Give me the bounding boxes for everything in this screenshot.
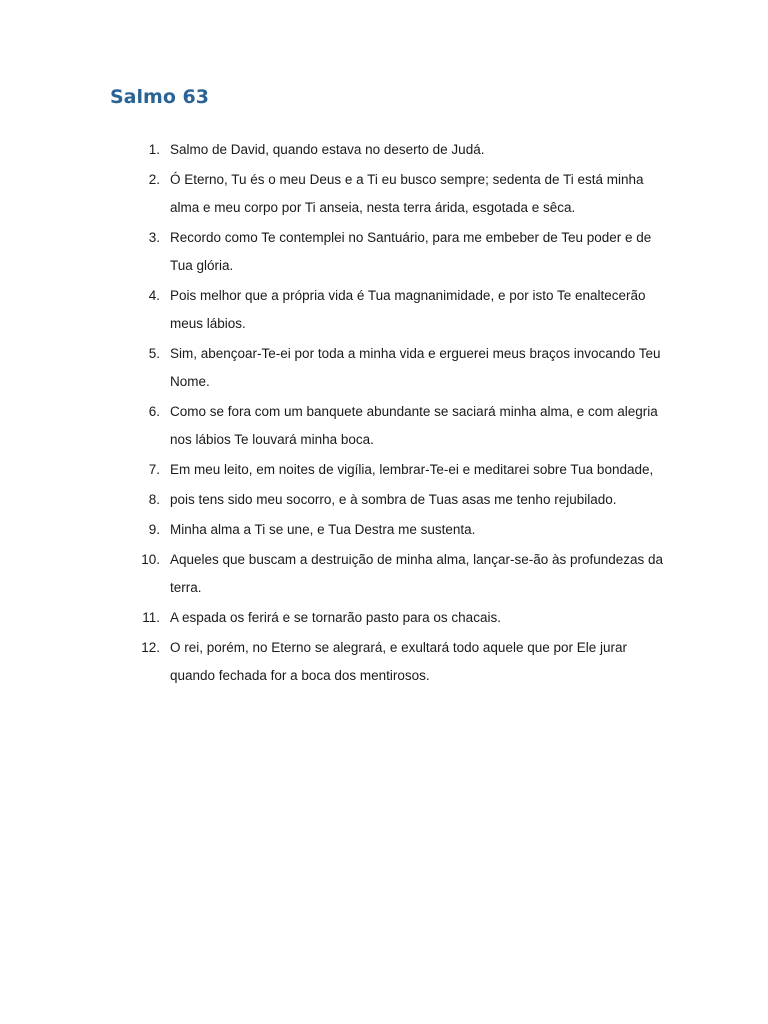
verse-text: Recordo como Te contemplei no Santuário, para me embeber de Teu poder e de Tua glória.: [170, 230, 652, 273]
verse-text: O rei, porém, no Eterno se alegrará, e exultará todo aquele que por Ele jurar quando fechada for a boca dos mentirosos.: [170, 640, 628, 683]
verse-number: 3.: [148, 230, 160, 245]
verse-text: Em meu leito, em noites de vigília, lembrar-Te-ei e meditarei sobre Tua bondade,: [170, 462, 654, 477]
list-item: [135, 516, 675, 544]
list-item: [135, 486, 675, 514]
verse-text: Salmo de David, quando estava no deserto de Judá.: [170, 142, 485, 157]
verse-number: 8.: [148, 492, 160, 507]
list-item: [135, 166, 675, 222]
list-item: [135, 546, 675, 602]
verse-text: Ó Eterno, Tu és o meu Deus e a Ti eu busco sempre; sedenta de Ti está minha alma e meu corpo por Ti anseia, nesta terra árida, esgotada e sêca.: [170, 172, 644, 215]
verse-text: Aqueles que buscam a destruição de minha alma, lançar-se-ão às profundezas da terra.: [170, 552, 664, 595]
verse-list: [135, 136, 675, 692]
page-title: Salmo 63: [110, 86, 209, 108]
verse-number: 2.: [148, 172, 160, 187]
verse-text: A espada os ferirá e se tornarão pasto para os chacais.: [170, 610, 501, 625]
verse-text: Sim, abençoar-Te-ei por toda a minha vida e erguerei meus braços invocando Teu Nome.: [170, 346, 661, 389]
verse-text: Minha alma a Ti se une, e Tua Destra me sustenta.: [170, 522, 476, 537]
list-item: [135, 604, 675, 632]
verse-number: 5.: [148, 346, 160, 361]
verse-text: Como se fora com um banquete abundante se saciará minha alma, e com alegria nos lábios Te louvará minha boca.: [170, 404, 658, 447]
verse-text: Pois melhor que a própria vida é Tua magnanimidade, e por isto Te enaltecerão meus lábios.: [170, 288, 646, 331]
verse-number: 11.: [142, 610, 160, 625]
list-item: [135, 282, 675, 338]
verse-number: 9.: [148, 522, 160, 537]
verse-number: 10.: [141, 552, 160, 567]
verse-number: 1.: [148, 142, 160, 157]
verse-number: 6.: [148, 404, 160, 419]
list-item: [135, 634, 675, 690]
list-item: [135, 398, 675, 454]
verse-number: 4.: [148, 288, 160, 303]
verse-number: 7.: [148, 462, 160, 477]
list-item: [135, 224, 675, 280]
list-item: [135, 136, 675, 164]
verse-number: 12.: [141, 640, 160, 655]
list-item: [135, 340, 675, 396]
list-item: [135, 456, 675, 484]
verse-text: pois tens sido meu socorro, e à sombra de Tuas asas me tenho rejubilado.: [170, 492, 617, 507]
